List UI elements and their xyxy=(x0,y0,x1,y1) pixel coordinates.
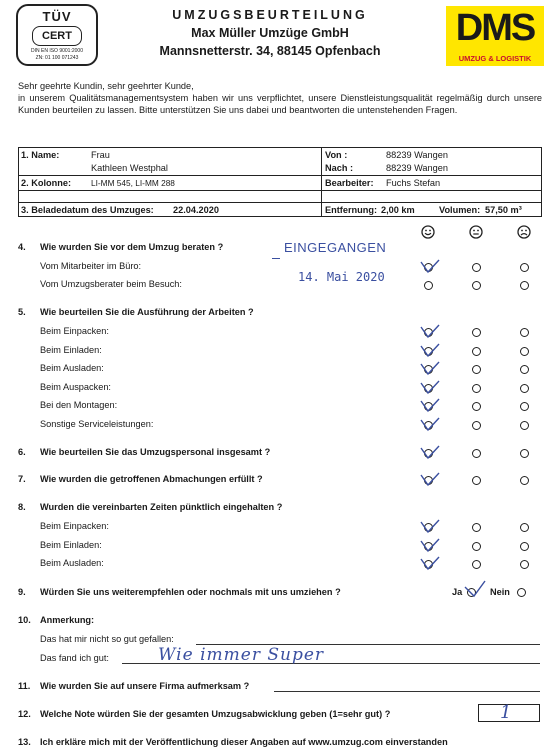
rating-q5-1-bad[interactable] xyxy=(520,328,529,337)
greeting: Sehr geehrte Kundin, sehr geehrter Kunde, xyxy=(18,81,194,91)
nach-label: Nach : xyxy=(325,163,354,173)
q8-item-2: Beim Einladen: xyxy=(40,540,102,550)
q4-item-2: Vom Umzugsberater beim Besuch: xyxy=(40,279,182,289)
rating-q8-1-neutral[interactable] xyxy=(472,523,481,532)
q10-item-2: Das fand ich gut: xyxy=(40,653,109,663)
rating-q7-bad[interactable] xyxy=(520,476,529,485)
nach-value: 88239 Wangen xyxy=(386,163,448,173)
stamp-dash xyxy=(272,258,280,259)
q8-heading: 8. Wurden die vereinbarten Zeiten pünktlich eingehalten ? xyxy=(18,502,283,512)
rating-q5-5-neutral[interactable] xyxy=(472,402,481,411)
q9-no-label: Nein xyxy=(490,587,510,597)
rating-q5-3-checkmark xyxy=(419,360,441,378)
rating-q5-3-bad[interactable] xyxy=(520,365,529,374)
rating-q5-6-checkmark xyxy=(419,416,441,434)
rating-q8-2-neutral[interactable] xyxy=(472,542,481,551)
intro-text xyxy=(18,80,542,117)
q8-item-3: Beim Ausladen: xyxy=(40,558,104,568)
q4-heading: 4. Wie wurden Sie vor dem Umzug beraten ? xyxy=(18,242,224,252)
rating-q5-4-checkmark xyxy=(419,379,441,397)
dms-logo xyxy=(446,6,544,66)
neutral-face-icon xyxy=(469,225,483,239)
rating-q6-neutral[interactable] xyxy=(472,449,481,458)
rating-q4-1-checkmark xyxy=(419,258,441,276)
rating-q8-3-bad[interactable] xyxy=(520,560,529,569)
q10-heading: 10. Anmerkung: xyxy=(18,615,95,625)
rating-q8-2-checkmark xyxy=(419,537,441,555)
name-salutation: Frau xyxy=(91,150,110,160)
rating-q5-5-checkmark xyxy=(419,397,441,415)
dms-name: DMS xyxy=(455,7,535,49)
datum-value: 22.04.2020 xyxy=(173,205,219,215)
rating-q8-3-neutral[interactable] xyxy=(472,560,481,569)
datum-label: 3. Beladedatum des Umzuges: xyxy=(21,205,154,215)
rating-q4-2-neutral[interactable] xyxy=(472,281,481,290)
customer-info-table xyxy=(18,147,542,217)
form-title: UMZUGSBEURTEILUNG xyxy=(172,8,368,22)
tuv-cert-badge: CERT xyxy=(32,26,82,46)
q5-item-1: Beim Einpacken: xyxy=(40,326,109,336)
tuv-zn-line: ZN: 01 100 071243 xyxy=(35,55,79,61)
q5-item-2: Beim Einladen: xyxy=(40,345,102,355)
q12-grade-answer: 1 xyxy=(500,702,512,723)
tuv-cert-logo xyxy=(16,4,98,66)
von-label: Von : xyxy=(325,150,348,160)
rating-q5-1-checkmark xyxy=(419,323,441,341)
rating-q4-1-bad[interactable] xyxy=(520,263,529,272)
rating-q4-2-good[interactable] xyxy=(424,281,433,290)
rating-q7-checkmark xyxy=(419,471,441,489)
q6-heading: 6. Wie beurteilen Sie das Umzugspersonal insgesamt ? xyxy=(18,447,271,457)
rating-q5-2-neutral[interactable] xyxy=(472,347,481,356)
bearbeiter-label: Bearbeiter: xyxy=(325,178,374,188)
rating-q4-2-bad[interactable] xyxy=(520,281,529,290)
sad-face-icon xyxy=(517,225,531,239)
intro-body: in unserem Qualitätsmanagementsystem haben wir uns verpflichtet, unsere Dienstleistungsqualität regelmäßig durch unsere Kunden beurteilen zu lassen. Bitte unterstützen Sie uns dabei und beantworten die untenstehenden Fragen. xyxy=(18,93,542,116)
q5-item-4: Beim Auspacken: xyxy=(40,382,111,392)
rating-q7-neutral[interactable] xyxy=(472,476,481,485)
q5-item-6: Sonstige Serviceleistungen: xyxy=(40,419,154,429)
q9-yes-checkmark xyxy=(462,579,488,601)
q10-answer-2: Wie immer Super xyxy=(158,645,325,665)
rating-q6-bad[interactable] xyxy=(520,449,529,458)
q5-item-5: Bei den Montagen: xyxy=(40,400,118,410)
rating-q6-checkmark xyxy=(419,444,441,462)
rating-q5-6-bad[interactable] xyxy=(520,421,529,430)
q5-item-3: Beim Ausladen: xyxy=(40,363,104,373)
rating-q5-1-neutral[interactable] xyxy=(472,328,481,337)
von-value: 88239 Wangen xyxy=(386,150,448,160)
q12-heading: 12. Welche Note würden Sie der gesamten Umzugsabwicklung geben (1=sehr gut) ? xyxy=(18,709,391,719)
kolonne-label: 2. Kolonne: xyxy=(21,178,72,188)
kolonne-value: LI-MM 545, LI-MM 288 xyxy=(91,178,175,188)
rating-q5-6-neutral[interactable] xyxy=(472,421,481,430)
bearbeiter-value: Fuchs Stefan xyxy=(386,178,441,188)
rating-q8-2-bad[interactable] xyxy=(520,542,529,551)
q4-item-1: Vom Mitarbeiter im Büro: xyxy=(40,261,142,271)
rating-q5-3-neutral[interactable] xyxy=(472,365,481,374)
name-label: 1. Name: xyxy=(21,150,60,160)
q7-heading: 7. Wie wurden die getroffenen Abmachungen erfüllt ? xyxy=(18,474,263,484)
q9-heading: 9. Würden Sie uns weiterempfehlen oder nochmals mit uns umziehen ? xyxy=(18,587,341,597)
rating-q5-4-bad[interactable] xyxy=(520,384,529,393)
entfernung-label: Entfernung: xyxy=(325,205,378,215)
company-address: Mannsnetterstr. 34, 88145 Opfenbach xyxy=(159,44,381,58)
rating-q8-3-checkmark xyxy=(419,555,441,573)
happy-face-icon xyxy=(421,225,435,239)
q11-heading: 11. Wie wurden Sie auf unsere Firma aufmerksam ? xyxy=(18,681,250,691)
q5-heading: 5. Wie beurteilen Sie die Ausführung der Arbeiten ? xyxy=(18,307,254,317)
q9-no-option[interactable] xyxy=(517,588,526,597)
q9-yes-label: Ja xyxy=(452,587,463,597)
q10-item-1: Das hat mir nicht so gut gefallen: xyxy=(40,634,174,644)
dms-tagline: UMZUG & LOGISTIK xyxy=(458,54,532,63)
rating-q4-1-neutral[interactable] xyxy=(472,263,481,272)
rating-q5-2-bad[interactable] xyxy=(520,347,529,356)
tuv-title: TÜV xyxy=(42,9,72,24)
q8-item-1: Beim Einpacken: xyxy=(40,521,109,531)
company-name: Max Müller Umzüge GmbH xyxy=(191,26,349,40)
q11-answer-line[interactable] xyxy=(274,691,540,692)
name-value: Kathleen Westphal xyxy=(91,163,168,173)
rating-q5-5-bad[interactable] xyxy=(520,402,529,411)
entfernung-value: 2,00 km xyxy=(381,205,415,215)
q13-heading: 13. Ich erkläre mich mit der Veröffentlichung dieser Angaben auf www.umzug.com einverstanden xyxy=(18,737,448,747)
rating-q5-4-neutral[interactable] xyxy=(472,384,481,393)
volumen-label: Volumen: xyxy=(439,205,481,215)
received-stamp: EINGEGANGEN xyxy=(284,240,387,255)
stamp-date: 14. Mai 2020 xyxy=(298,270,385,284)
rating-q5-2-checkmark xyxy=(419,342,441,360)
tuv-iso-line: DIN EN ISO 9001:2000 xyxy=(31,48,83,54)
rating-q8-1-checkmark xyxy=(419,518,441,536)
rating-q8-1-bad[interactable] xyxy=(520,523,529,532)
volumen-value: 57,50 m³ xyxy=(485,205,522,215)
